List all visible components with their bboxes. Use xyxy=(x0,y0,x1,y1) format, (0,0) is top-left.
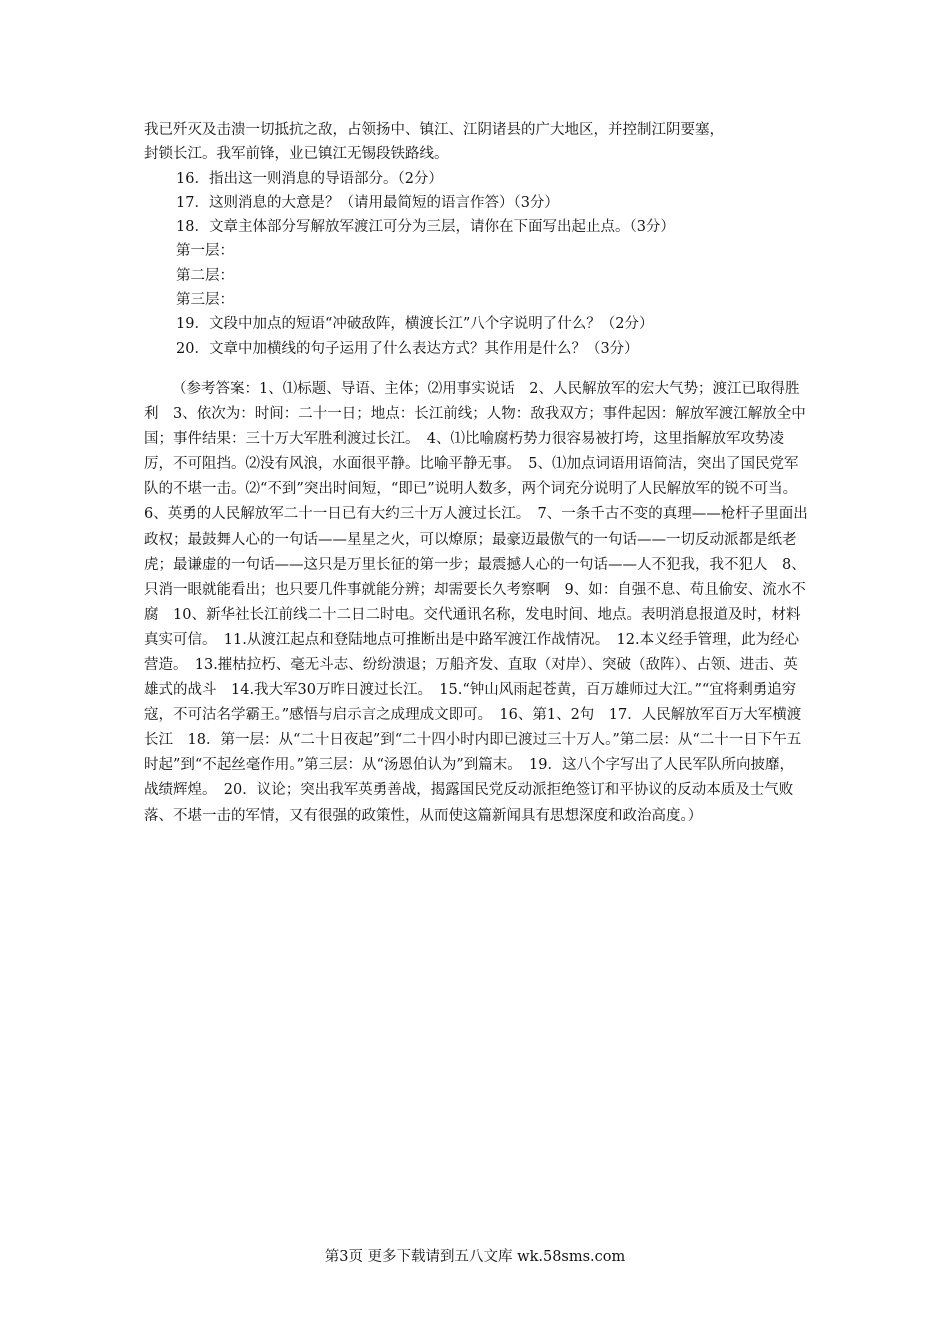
layer-1-label: 第一层： xyxy=(176,243,234,260)
section-gap xyxy=(144,361,808,377)
question-19: 19．文段中加点的短语“冲破敌阵，横渡长江”八个字说明了什么？（2分） xyxy=(176,316,654,333)
question-17: 17．这则消息的大意是？（请用最简短的语言作答）（3分） xyxy=(176,194,559,211)
passage-line-2: 封锁长江。我军前锋，业已镇江无锡段铁路线。 xyxy=(144,146,449,163)
passage-line-1: 我已歼灭及击溃一切抵抗之敌，占领扬中、镇江、江阴诸县的广大地区，并控制江阴要塞， xyxy=(144,122,724,138)
page-footer: 第3页 更多下载请到五八文库 wk.58sms.com xyxy=(324,1249,626,1265)
layer-2-label: 第二层： xyxy=(176,267,234,284)
question-20: 20．文章中加横线的句子运用了什么表达方式？其作用是什么？（3分） xyxy=(176,340,639,357)
layer-3-label: 第三层： xyxy=(176,292,234,309)
question-18: 18．文章主体部分写解放军渡江可分为三层，请你在下面写出起止点。（3分） xyxy=(176,219,675,236)
page-content xyxy=(144,118,808,829)
question-16: 16．指出这一则消息的导语部分。（2分） xyxy=(176,170,443,187)
reference-answers: （参考答案：1、⑴标题、导语、主体；⑵用事实说话 2、人民解放军的宏大气势；渡江已取得胜利 3、依次为：时间：二十一日；地点：长江前线；人物：敌我双方；事件起因：解放军渡江解放全中国；事件结果：三十万大军胜利渡过长江。 4、⑴比喻腐朽势力很容易被打垮，这里指解放军攻势凌厉，不可阻挡。⑵没有风浪，水面很平静。比喻平静无事。 5、⑴加点词语用语简洁，突出了国民党军队的不堪一击。⑵“不到”突出时间短，“即已”说明人数多，两个词充分说明了人民解放军的锐不可当。 6、英勇的人民解放军二十一日已有大约三十万人渡过长江。 7、一条千古不变的真理——枪杆子里面出政权；最鼓舞人心的一句话——星星之火，可以燎原；最豪迈最傲气的一句话——一切反动派都是纸老虎；最谦虚的一句话——这只是万里长征的第一步；最震撼人心的一句话——人不犯我，我不犯人 8、只消一眼就能看出；也只要几件事就能分辨；却需要长久考察啊 9、如：自强不息、苟且偷安、流水不腐 10、新华社长江前线二十二日二时电。交代通讯名称，发电时间、地点。表明消息报道及时，材料真实可信。 11.从渡江起点和登陆地点可推断出是中路军渡江作战情况。 12.本义经手管理，此为经心营造。 13.摧枯拉朽、毫无斗志、纷纷溃退；万船齐发、直取（对岸）、突破（敌阵）、占领、进击、英雄式的战斗 14.我大军30万昨日渡过长江。 15.“钟山风雨起苍黄，百万雄师过大江。”“宜将剩勇追穷寇，不可沽名学霸王。”感悟与启示言之成理成文即可。 16、第1、2句 17．人民解放军百万大军横渡长江 18．第一层：从“二十日夜起”到“二十四小时内即已渡过三十万人。”第二层：从“二十一日下午五时起”到“不起丝毫作用。”第三层：从“汤恩伯认为”到篇末。 19．这八个字写出了人民军队所向披靡，战绩辉煌。 20．议论；突出我军英勇善战，揭露国民党反动派拒绝签订和平协议的反动本质及士气败落、不堪一击的军情，又有很强的政策性，从而使这篇新闻具有思想深度和政治高度。） xyxy=(144,380,808,824)
